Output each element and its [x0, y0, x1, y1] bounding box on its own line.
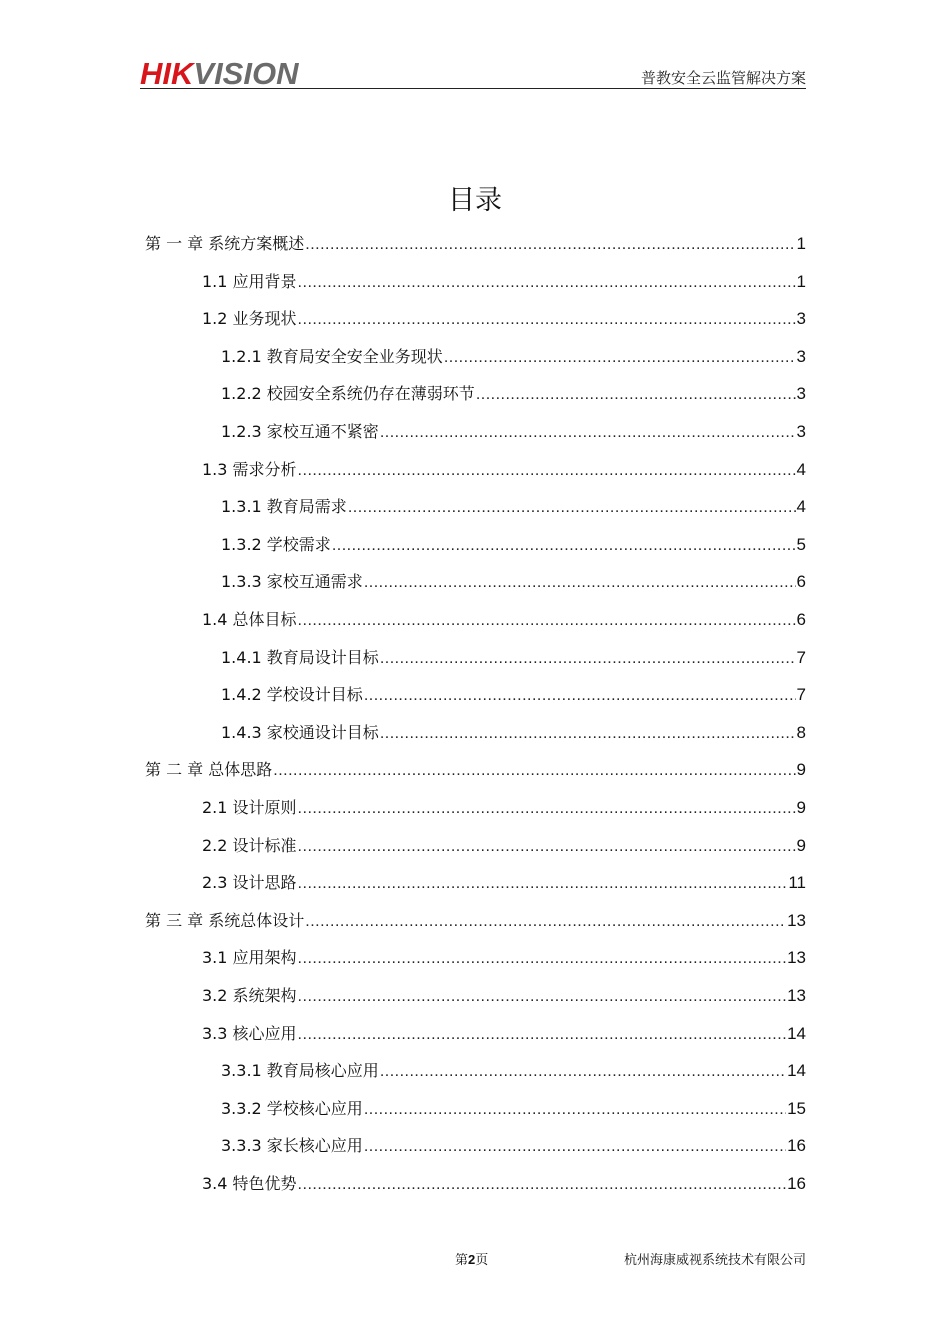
toc-entry[interactable]: [221, 532, 806, 558]
toc-leader-dots: [298, 458, 796, 484]
toc-entry-page: 9: [796, 798, 806, 817]
toc-entry[interactable]: [221, 1133, 806, 1159]
toc-entry[interactable]: [221, 682, 806, 708]
toc-entry[interactable]: [202, 457, 806, 483]
toc-leader-dots: [298, 307, 796, 333]
toc-leader-dots: [305, 232, 795, 258]
toc-entry-page: 9: [796, 760, 806, 780]
toc-entry[interactable]: [221, 344, 806, 370]
toc-entry-page: 14: [787, 1023, 806, 1043]
toc-entry[interactable]: [221, 645, 806, 671]
toc-entry-label: 1.4.2 学校设计目标: [221, 685, 363, 705]
toc-leader-dots: [298, 984, 787, 1010]
toc-entry[interactable]: [202, 870, 806, 896]
toc-entry-label: 3.2 系统架构: [202, 986, 297, 1005]
toc-entry-label: 1.2 业务现状: [202, 309, 297, 329]
document-header-title: 普教安全云监管解决方案: [640, 69, 806, 87]
toc-leader-dots: [476, 382, 796, 408]
toc-entry-page: 3: [796, 422, 806, 441]
toc-leader-dots: [298, 796, 796, 822]
toc-entry[interactable]: [202, 795, 806, 821]
toc-entry-page: 5: [796, 534, 806, 554]
toc-entry[interactable]: [202, 1171, 806, 1197]
footer-page-value: 2: [468, 1252, 476, 1267]
toc-entry-label: 3.4 特色优势: [202, 1174, 297, 1193]
toc-entry-page: 4: [796, 497, 806, 517]
toc-leader-dots: [444, 345, 796, 371]
footer-company-name: 杭州海康威视系统技术有限公司: [623, 1253, 806, 1268]
toc-entry-label: 2.1 设计原则: [202, 798, 297, 817]
toc-entry-label: 1.3.3 家校互通需求: [221, 572, 363, 592]
toc-entry-label: 1.4.1 教育局设计目标: [221, 647, 379, 667]
header-divider: [140, 88, 806, 89]
footer-page-suffix: 页: [475, 1253, 489, 1268]
toc-entry-page: 3: [796, 346, 806, 366]
toc-entry-page: 13: [787, 948, 806, 968]
toc-entry[interactable]: [221, 720, 806, 746]
toc-entry[interactable]: [221, 381, 806, 407]
toc-leader-dots: [332, 533, 796, 559]
toc-leader-dots: [273, 758, 795, 784]
toc-entry[interactable]: [202, 833, 806, 859]
toc-leader-dots: [298, 946, 787, 972]
toc-leader-dots: [380, 646, 796, 672]
toc-entry-page: 13: [787, 986, 806, 1005]
toc-entry[interactable]: [202, 1021, 806, 1047]
toc-entry[interactable]: [221, 1058, 806, 1084]
toc-entry[interactable]: [202, 269, 806, 295]
toc-entry[interactable]: [221, 494, 806, 520]
toc-entry-page: 7: [796, 647, 806, 667]
toc-entry-label: 3.3.3 家长核心应用: [221, 1136, 363, 1156]
toc-entry-label: 第 二 章 总体思路: [145, 760, 273, 780]
toc-entry-page: 1: [796, 234, 806, 253]
toc-entry-label: 1.1 应用背景: [202, 271, 297, 291]
toc-entry-label: 1.2.3 家校互通不紧密: [221, 422, 379, 441]
toc-entry-page: 15: [787, 1098, 806, 1118]
toc-entry[interactable]: [221, 569, 806, 595]
toc-entry[interactable]: [202, 983, 806, 1009]
toc-leader-dots: [298, 834, 796, 860]
toc-entry-label: 1.2.1 教育局安全安全业务现状: [221, 346, 443, 366]
toc-entry-label: 1.3 需求分析: [202, 459, 297, 479]
toc-entry-page: 7: [796, 685, 806, 705]
toc-entry[interactable]: [145, 908, 806, 934]
toc-leader-dots: [298, 1022, 787, 1048]
toc-entry-page: 8: [796, 722, 806, 742]
toc-entry-label: 1.2.2 校园安全系统仍存在薄弱环节: [221, 384, 475, 404]
footer-page-prefix: 第: [455, 1253, 469, 1268]
toc-entry[interactable]: [145, 757, 806, 783]
toc-entry[interactable]: [145, 231, 806, 257]
toc-entry-page: 6: [796, 572, 806, 592]
logo-text-vision: VISION: [193, 56, 299, 91]
toc-leader-dots: [298, 608, 796, 634]
toc-leader-dots: [364, 683, 796, 709]
toc-entry-page: 1: [796, 271, 806, 291]
toc-leader-dots: [348, 495, 796, 521]
toc-leader-dots: [298, 1172, 787, 1198]
toc-leader-dots: [298, 270, 796, 296]
toc-entry-label: 第 三 章 系统总体设计: [145, 910, 305, 930]
toc-entry-page: 6: [796, 610, 806, 629]
toc-title: 目录: [448, 185, 502, 216]
toc-entry[interactable]: [202, 607, 806, 633]
toc-entry-label: 2.3 设计思路: [202, 873, 297, 893]
toc-entry-label: 3.3.1 教育局核心应用: [221, 1061, 379, 1081]
toc-entry[interactable]: [221, 419, 806, 445]
toc-entry-page: 9: [796, 835, 806, 855]
logo-text-hik: HIK: [140, 56, 194, 91]
toc-entry[interactable]: [202, 945, 806, 971]
toc-entry[interactable]: [202, 306, 806, 332]
toc-leader-dots: [364, 1097, 786, 1123]
toc-entry-label: 3.1 应用架构: [202, 948, 297, 968]
toc-leader-dots: [364, 1134, 786, 1160]
toc-entry-label: 1.4 总体目标: [202, 610, 297, 629]
toc-entry-page: 4: [796, 459, 806, 479]
toc-entry-page: 14: [787, 1061, 806, 1081]
toc-leader-dots: [305, 909, 786, 935]
toc-leader-dots: [298, 871, 788, 897]
toc-entry-label: 第 一 章 系统方案概述: [145, 234, 305, 253]
toc-entry-page: 3: [796, 309, 806, 329]
toc-entry-page: 16: [787, 1174, 806, 1193]
toc-entry-page: 13: [787, 910, 806, 930]
toc-leader-dots: [380, 420, 796, 446]
toc-entry-page: 16: [787, 1136, 806, 1156]
toc-entry-label: 1.3.2 学校需求: [221, 534, 331, 554]
toc-leader-dots: [364, 570, 796, 596]
toc-entry-label: 1.3.1 教育局需求: [221, 497, 347, 517]
hikvision-logo: [140, 58, 298, 89]
toc-entry-label: 2.2 设计标准: [202, 835, 297, 855]
toc-leader-dots: [380, 1059, 786, 1085]
toc-entry-page: 11: [788, 873, 806, 893]
toc-entry-label: 3.3 核心应用: [202, 1023, 297, 1043]
toc-entry[interactable]: [221, 1096, 806, 1122]
toc-entry-page: 3: [796, 384, 806, 404]
toc-leader-dots: [380, 721, 796, 747]
toc-entry-label: 1.4.3 家校通设计目标: [221, 722, 379, 742]
toc-entry-label: 3.3.2 学校核心应用: [221, 1098, 363, 1118]
footer-page-number: [455, 1249, 488, 1268]
